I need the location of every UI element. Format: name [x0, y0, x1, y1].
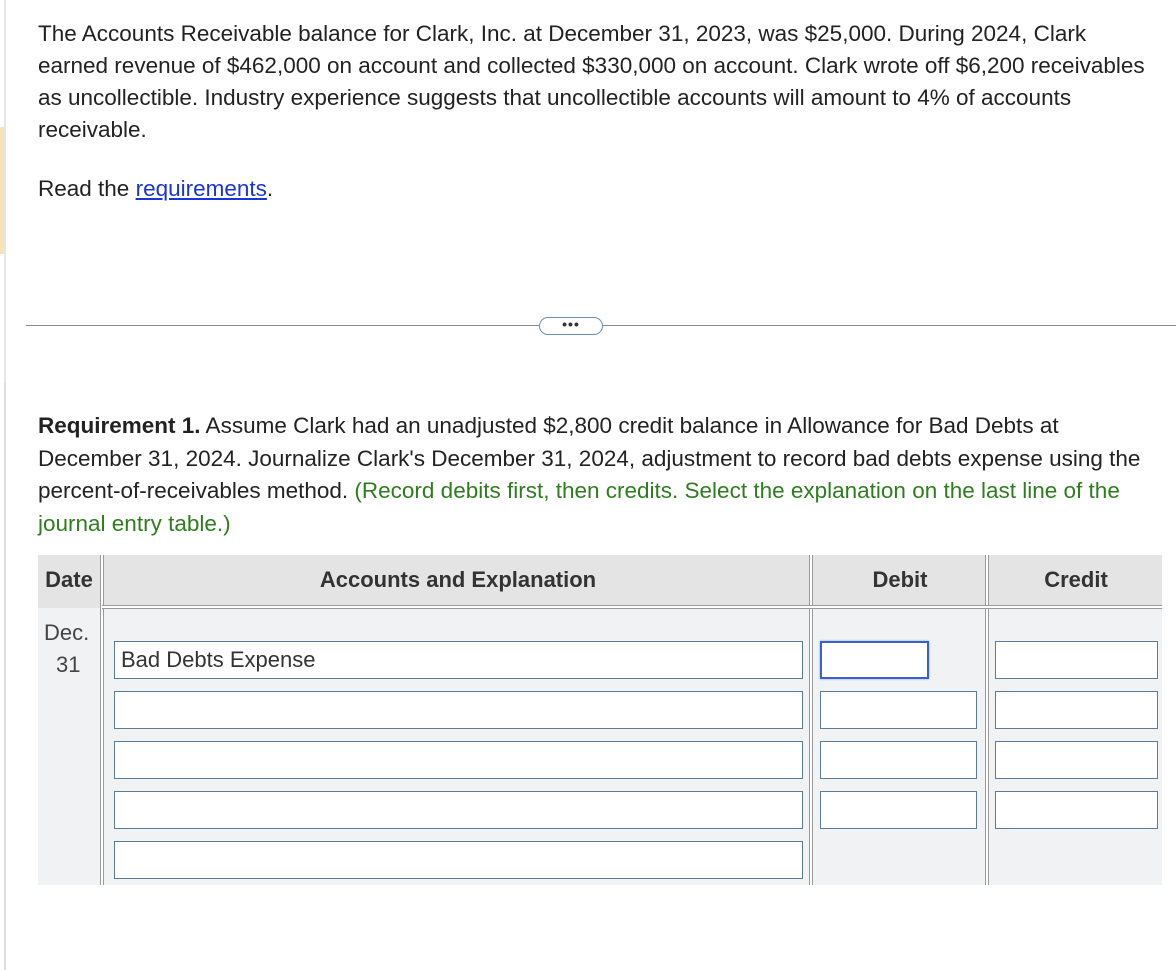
credit-input-row-2[interactable]	[995, 691, 1158, 729]
problem-text: The Accounts Receivable balance for Clark, Inc. at December 31, 2023, was $25,000. During 2024, Clark earned revenue of $462,000 on account and collected $330,000 on account. Clark wrote off $6,200 receivables as uncollectible. Industry experience suggests that uncollectible accounts will amount to 4% of accounts receivable.	[38, 21, 1145, 142]
read-requirements-line	[38, 173, 273, 205]
debit-input-row-3[interactable]	[820, 741, 977, 779]
expand-ellipsis-button[interactable]: •••	[539, 317, 603, 335]
account-input-row-1[interactable]	[114, 641, 803, 679]
debit-input-row-4[interactable]	[820, 791, 977, 829]
left-accent-bar	[0, 127, 4, 254]
requirements-link[interactable]: requirements	[135, 176, 267, 201]
credit-input-row-1[interactable]	[995, 641, 1158, 679]
explanation-input[interactable]	[114, 841, 803, 879]
journal-entry-table	[38, 555, 1162, 885]
date-month: Dec.	[44, 620, 90, 645]
header-date: Date	[45, 567, 93, 592]
header-credit: Credit	[1044, 567, 1108, 592]
account-input-row-4[interactable]	[114, 791, 803, 829]
header-accounts: Accounts and Explanation	[319, 567, 597, 592]
requirement-body: Assume Clark had an unadjusted $2,800 credit balance in Allowance for Bad Debts at December 31, 2024. Journalize Clark's December 31, 2024, adjustment to record bad debts expense using the percent-of-receivables method.	[38, 413, 1141, 503]
read-suffix: .	[266, 176, 274, 201]
requirement-1-text	[38, 410, 1158, 540]
account-input-row-2[interactable]	[114, 691, 803, 729]
credit-input-row-3[interactable]	[995, 741, 1158, 779]
debit-input-row-2[interactable]	[820, 691, 977, 729]
read-prefix: Read the	[38, 176, 136, 201]
header-debit: Debit	[872, 567, 928, 592]
requirement-label: Requirement 1.	[38, 413, 201, 438]
date-day: 31	[56, 652, 81, 677]
debit-input-row-1[interactable]	[820, 641, 929, 679]
requirement-hint: (Record debits first, then credits. Select the explanation on the last line of the journal entry table.)	[38, 478, 1120, 536]
left-rule-lower	[4, 383, 6, 970]
credit-input-row-4[interactable]	[995, 791, 1158, 829]
header-separator	[102, 605, 1162, 609]
account-input-row-3[interactable]	[114, 741, 803, 779]
